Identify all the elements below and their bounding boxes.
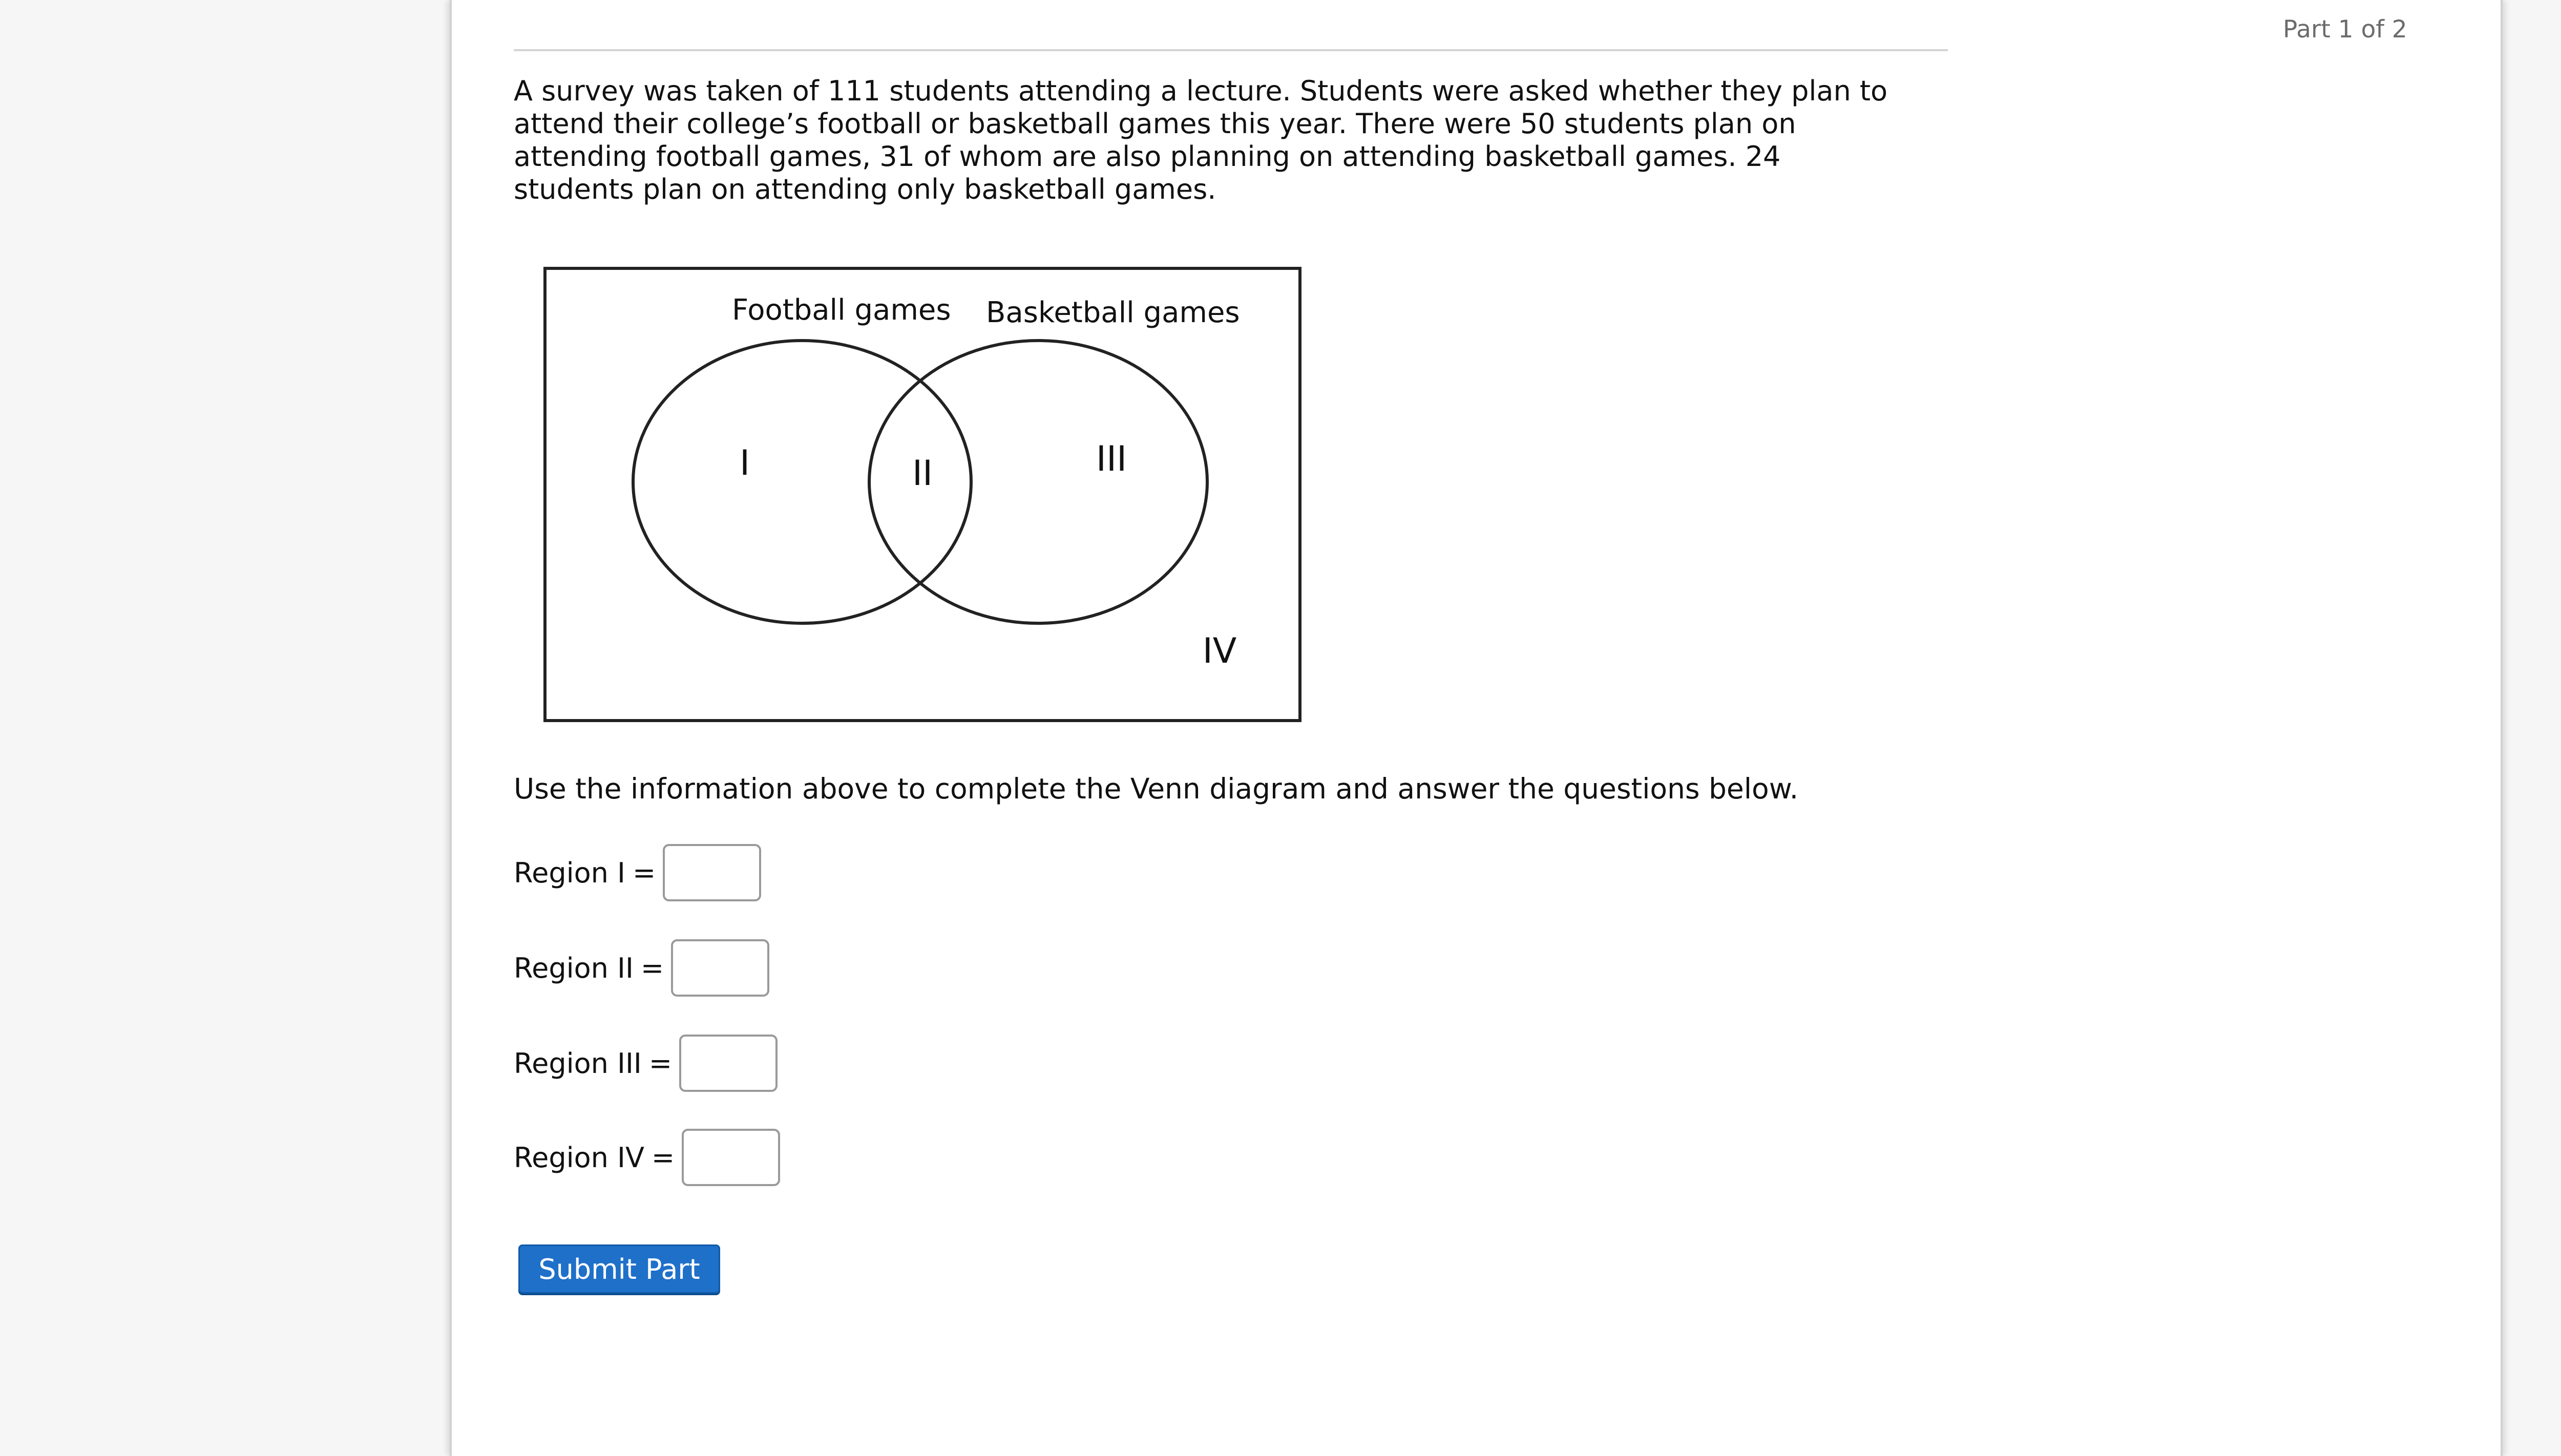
- region-iii-row: [514, 1032, 778, 1094]
- region-iv-input[interactable]: [682, 1129, 780, 1186]
- content-panel: [450, 0, 2503, 1456]
- region-i-row: [514, 842, 761, 903]
- region-i-label: I: [739, 443, 750, 483]
- region-iv-label: IV: [1202, 631, 1237, 671]
- region-ii-answer-label: Region II: [514, 952, 634, 984]
- region-iii-input[interactable]: [679, 1035, 778, 1092]
- basketball-title: Basketball games: [986, 296, 1240, 329]
- equals-sign: =: [632, 856, 656, 889]
- instruction-text: Use the information above to complete the Venn diagram and answer the questions below.: [514, 772, 1799, 805]
- part-indicator: Part 1 of 2: [2283, 15, 2407, 44]
- region-iii-answer-label: Region III: [514, 1047, 642, 1080]
- region-ii-row: [514, 937, 769, 999]
- football-title: Football games: [732, 293, 951, 327]
- submit-part-button[interactable]: Submit Part: [518, 1244, 720, 1294]
- equals-sign: =: [651, 1141, 675, 1174]
- region-iv-row: [514, 1127, 780, 1188]
- equals-sign: =: [640, 952, 664, 984]
- region-iv-answer-label: Region IV: [514, 1141, 644, 1174]
- region-ii-label: II: [912, 453, 933, 494]
- region-i-answer-label: Region I: [514, 856, 625, 889]
- equals-sign: =: [648, 1047, 673, 1080]
- region-iii-label: III: [1096, 439, 1127, 479]
- venn-diagram: [543, 267, 1302, 722]
- universal-set-box: [545, 268, 1300, 721]
- region-ii-input[interactable]: [671, 939, 769, 997]
- region-i-input[interactable]: [663, 844, 761, 901]
- header-divider: [514, 49, 1948, 51]
- question-text: A survey was taken of 111 students attending a lecture. Students were asked whether they plan to attend their college’s football or basketball games this year. There were 50 students plan on attending football games, 31 of whom are also planning on attending basketball games. 24 students plan on attending only basketball games.: [514, 75, 1888, 205]
